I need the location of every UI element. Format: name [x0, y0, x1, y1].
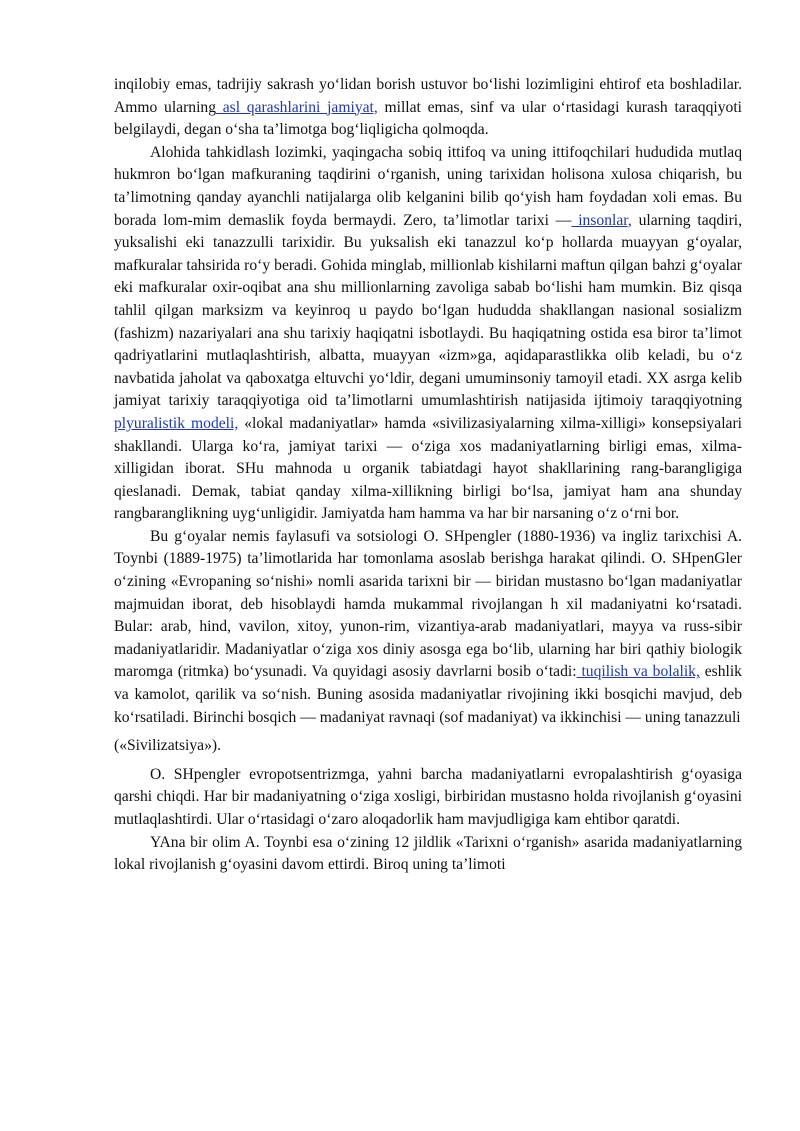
paragraph-3	[114, 526, 742, 729]
hyperlink-insonlar[interactable]: insonlar,	[571, 211, 632, 229]
paragraph-text: inqilobiy emas, tadrijiy sakrash yo‘lidan borish ustuvor bo‘lishi lozimligini ehtirof eta boshladilar. Ammo ularning	[114, 76, 742, 116]
paragraph-3-end	[114, 735, 742, 758]
hyperlink-asl-qarashlarini[interactable]: asl qarashlarini jamiyat,	[216, 98, 378, 116]
paragraph-text: Bu g‘oyalar nemis faylasufi va sotsiologi O. SHpengler (1880-1936) va ingliz tarixchisi A. Toynbi (1889-1975) ta’limotlarida har tomonlama asoslab berishga harakat qilindi. O. SHpenGler o‘zining «Evropaning so‘nishi» nomli asarida tarixni bir — biridan mustasno bo‘lgan madaniyatlar majmuidan iborat, deb hisoblaydi hamda mukammal rivojlangan h xil madaniyatni ko‘rsatadi. Bular: arab, hind, vavilon, xitoy, yunon-rim, vizantiya-arab madaniyatlari, mayya va russ-sibir madaniyatlaridir. Madaniyatlar o‘ziga xos diniy asosga ega bo‘lib, ularning har biri qathiy biologik maromga (ritmka) bo‘ysunadi. Va quyidagi asosiy davrlarni bosib o‘tadi:	[114, 527, 742, 681]
document-page	[114, 74, 742, 877]
paragraph-text: Alohida tahkidlash lozimki, yaqingacha sobiq ittifoq va uning ittifoqchilari hududida mutlaq hukmron bo‘lgan mafkuraning taqdirini o‘rganish, uning tarixidan holisona xulosa chiqarish, bu ta’limotning qanday ayanchli natijalarga olib kelganini bilib qo‘yish ham foydadan xoli emas. Bu borada lom-mim demaslik foyda bermaydi. Zero, ta’limotlar tarixi —	[114, 143, 742, 229]
paragraph-text: O. SHpengler evropotsentrizmga, yahni barcha madaniyatlarni evropalashtirish g‘oyasiga qarshi chiqdi. Har bir madaniyatning o‘ziga xosligi, birbiridan mustasno holda rivojlanish g‘oyasini mutlaqlashtirdi. Ular o‘rtasidagi o‘zaro aloqadorlik ham mavjudligiga kam ehtibor qaratdi.	[114, 765, 742, 828]
paragraph-text: ularning taqdiri, yuksalishi eki tanazzulli tarixidir. Bu yuksalish eki tanazzul ko‘p hollarda muayyan g‘oyalar, mafkuralar tahsirida ro‘y beradi. Gohida minglab, millionlab kishilarni maftun qilgan bahzi g‘oyalar eki mafkuralar oxir-oqibat ana shu millionlarning zavoliga sabab bo‘lishi ham mumkin. Biz qisqa tahlil qilgan marksizm va keyinroq u paydo bo‘lgan hududda shakllangan nasional sosializm (fashizm) nazariyalari ana shu tarixiy haqiqatni isbotlaydi. Bu haqiqatning ostida esa biror ta’limot qadriyatlarini mutlaqlashtirish, albatta, muayyan «izm»ga, aqidaparastlikka olib keladi, bu o‘z navbatida jaholat va qaboxatga eltuvchi yo‘ldir, degani umuminsoniy tamoyil etadi. XX asrga kelib jamiyat tarixiy taraqqiyotiga oid ta’limotlarni umumlashtirish natijasida ijtimoiy taraqqiyotning	[114, 211, 742, 410]
paragraph-text: millat emas, sinf va ular o‘rtasidagi kurash taraqqiyoti belgilaydi, degan o‘sha ta’limotga bog‘liqligicha qolmoqda.	[114, 98, 742, 139]
hyperlink-plyuralistik-modeli[interactable]: plyuralistik modeli,	[114, 414, 239, 432]
paragraph-text: YAna bir olim A. Toynbi esa o‘zining 12 jildlik «Tarixni o‘rganish» asarida madaniyatlarning lokal rivojlanish g‘oyasini davom ettirdi. Biroq uning ta’limoti	[114, 833, 742, 874]
paragraph-4	[114, 764, 742, 832]
paragraph-text: «lokal madaniyatlar» hamda «sivilizasiyalarning xilma-xilligi» konsepsiyalari shakllandi. Ularga ko‘ra, jamiyat tarixi — o‘ziga xos madaniyatlarning birligi emas, xilma-xilligidan iborat. SHu mahnoda u organik tabiatdagi hayot shakllarining rang-barangligiga qieslanadi. Demak, tabiat qanday xilma-xillikning birligi bo‘lsa, jamiyat ham ana shunday rangbaranglikning uyg‘unligidir. Jamiyatda ham hamma va har bir narsaning o‘z o‘rni bor.	[114, 414, 742, 523]
paragraph-1	[114, 74, 742, 142]
paragraph-5	[114, 832, 742, 877]
paragraph-text: eshlik va kamolot, qarilik va so‘nish. Buning asosida madaniyatlar rivojining ikki bosqichi mavjud, deb ko‘rsatiladi. Birinchi bosqich — madaniyat ravnaqi (sof madaniyat) va ikkinchisi — uning tanazzuli	[114, 663, 742, 726]
paragraph-text: («Sivilizatsiya»).	[114, 737, 221, 755]
hyperlink-tuqilish-va-bolalik[interactable]: tuqilish va bolalik,	[576, 663, 700, 681]
paragraph-2	[114, 142, 742, 526]
